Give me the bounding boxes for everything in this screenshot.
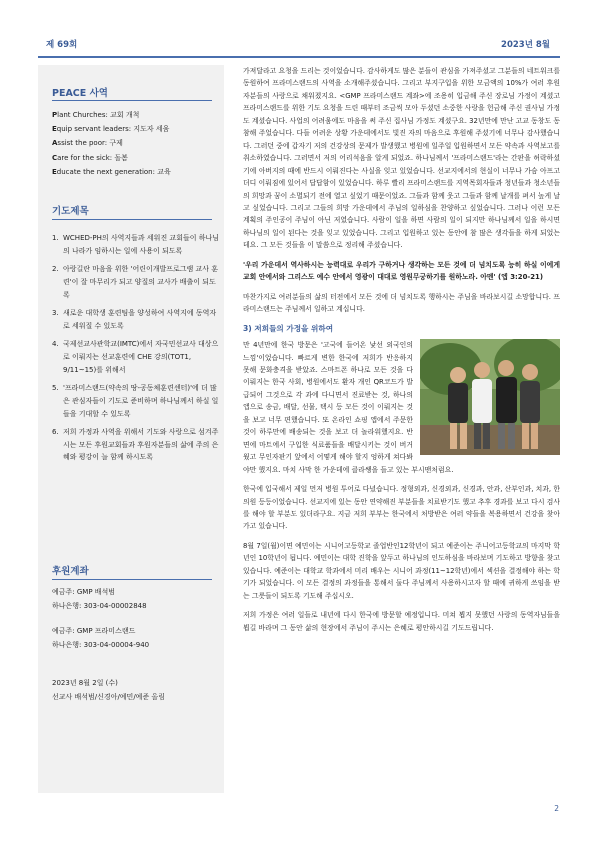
page-header [38, 36, 560, 52]
peace-item: Care for the sick: 돌봄 [52, 153, 128, 162]
peace-item: Educate the next generation: 교육 [52, 167, 171, 176]
paragraph: 만 4년만에 한국 방문은 '고국에 들어온 낯선 외국인의 느낌'이었습니다. 빠르게 변한 한국에 저희가 반응하지 못해 문화충격을 받았죠. 스마트폰 하나로 모든 것을 다 이뤄지는 한국 사회, 병원에서도 환자 개인 QR코드가 발급되어 그것으로 각 과에 다니면서 진료받는 것, 하나의 앱으로 송금, 배달, 선물, 택시 등 모든 것이 이뤄지는 것을 보고 너무 편했습니다. 또 온라인 쇼핑 앱에서 주문한 것이 하루만에 배송되는 것을 보고 더 놀라워했지요. 반면에 마트에서 구입한 식료품들을 배달시키는 것이 버거웠고 무인자판기 앞에서 어떻게 해야 할지 엉하게 쳐다봐야만 했지요. 마치 사막 한 가운데에 클라쌩을 들고 있는 부시맨처럼요. [243, 341, 454, 474]
account-bank: 하나은행: 303-04-00002848 [52, 601, 147, 610]
prayer-title: 기도제목 [52, 206, 89, 217]
peace-item: Equip servant leaders: 지도자 세움 [52, 125, 170, 134]
account-2 [52, 625, 217, 652]
issue-date: 2023년 8월 [501, 40, 550, 50]
prayer-item: 2. 아랑길란 마음을 위한 '어린이개발프로그램 교사 훈련'이 잘 마무리가 되고 양질의 교사가 배출이 되도록 [52, 265, 219, 299]
prayer-item: 5. '프라미스랜드(약속의 땅-공동체훈련센터)'에 더 많은 관심자들이 기도로 준비하며 하나님께서 하실 일들을 기대할 수 있도록 [52, 383, 219, 418]
peace-divider [52, 100, 212, 101]
paragraph: 저희 가정은 여러 일들로 내년에 다시 한국에 방문할 예정입니다. 미쳐 뵙지 못했던 사랑의 동역자님들을 뵙길 바라며 그 동안 삶의 현장에서 주님이 주시는 은혜로 평안하시길 기도드립니다. [243, 611, 560, 632]
paragraph: 8월 7일(월)이면 예민이는 시니어고등학교 졸업반인12학년이 되고 예준이는 주니어고등학교의 마지막 학년인 10학년이 됩니다. 예민이는 대학 진학을 앞두고 하나님의 인도하심을 바라보며 기도하고 방향을 찾고 있습니다. 예준이는 대학교 학과에서 미리 배우는 시니어 과정(11~12학년)에서 섹션을 결정해야 하는 학기가 되었습니다. 이 모든 결정의 과정들을 통해서 둘다 주님께서 사용하시고자 할 때에 귀하게 쓰임을 받는 그릇들이 되도록 기도해 주십시오. [243, 541, 560, 600]
prayer-item: 4. 국제선교사관학교(IMTC)에서 자국민선교사 대상으로 이뤄지는 선교훈련에 CHE 강의(TOT1, 9/11~15)를 위해서 [52, 340, 219, 374]
footer-date: 2023년 8월 2일 (수) [52, 679, 118, 687]
scripture-verse: '우리 가운데서 역사하시는 능력대로 우리가 구하거나 생각하는 모든 것에 더 넘치도록 능히 하실 이에게 교회 안에서와 그리스도 예수 안에서 영광이 대대로 영원무궁하기를 원하노라. 아멘' (엡 3:20-21) [243, 260, 560, 282]
prayer-list [52, 232, 220, 470]
prayer-divider [52, 219, 212, 220]
account-payee: 예금주: GMP 프라미스랜드 [52, 627, 136, 635]
issue-number: 제 69회 [46, 40, 78, 50]
footer-signature: 선교사 배석범/신경아/예민/예준 올림 [52, 692, 165, 701]
page-number: 2 [554, 804, 559, 813]
prayer-item: 3. 새로운 대학생 훈련팀을 양성하여 사역지에 동역자로 세워질 수 있도록 [52, 308, 217, 330]
prayer-item: 6. 저희 가정과 사역을 위해서 기도와 사랑으로 섬겨주시는 모든 후원교회들과 후원자분들의 삶에 주의 은혜와 평강이 늘 함께 하시도록 [52, 427, 219, 462]
section-heading: 3) 저희들의 가정을 위하여 [243, 323, 334, 333]
header-divider [38, 56, 560, 58]
account-1 [52, 586, 217, 613]
paragraph: 마찬가지로 여러분들의 삶의 터전에서 모든 것에 더 넘치도록 행하시는 주님을 바라보시길 소망합니다. 프라미스랜드는 주님께서 일하고 계십니다. [243, 292, 560, 314]
account-payee: 예금주: GMP 배석범 [52, 588, 116, 596]
peace-title: PEACE 사역 [52, 88, 108, 99]
prayer-item: 1. WCHED-PH의 사역지들과 세워진 교회들이 하나님의 나라가 임하시는 일에 사용이 되도록 [52, 234, 219, 255]
peace-list [52, 108, 217, 179]
account-bank: 하나은행: 303-04-00004-940 [52, 640, 150, 649]
paragraph: 한국에 입국해서 제일 먼저 병원 투어로 다녔습니다. 정형외과, 신경외과, 신경과, 안과, 산부인과, 치과, 한의원 등등이었습니다. 선교지에 있는 동안 연약해진 부분들을 치료받기도 했고 추후 경과를 보고 다시 검사를 해야 할 부분도 있더라구요. 지금 저희 부부는 한국에서 처방받은 여러 약들을 복용하면서 건강을 찾아가고 있습니다. [243, 485, 560, 531]
peace-item: Plant Churches: 교회 개척 [52, 111, 140, 119]
family-photo-image [420, 339, 560, 455]
peace-item: Assist the poor: 구제 [52, 139, 123, 148]
account-divider [52, 579, 212, 580]
sidebar-footer [52, 677, 217, 704]
main-content [243, 65, 560, 641]
family-photo [420, 339, 560, 455]
account-title: 후원계좌 [52, 566, 89, 577]
paragraph: 가져달라고 요청을 드리는 것이었습니다. 감사하게도 많은 분들이 관심을 가져주셨고 그분들의 네트워크를 동원하여 프라미스랜드의 사역을 소개해주셨습니다. 그리고 부지구입을 위한 모금액의 10%가 여러 후원자분들의 사랑으로 채워졌지요. <GMP 프라미스랜드 계좌>에 조용히 입금해 주신 장로님 가정이 계셨고 프라미스랜드를 위한 기도 요청을 드린 때부터 조금씩 모아 두셨던 소중한 사랑을 헌금해 주신 권사님 가정도 계셨습니다. 사업의 어려움에도 마음을 써 주신 집사님 가정도 계셨구요. 32년만에 만난 고교 동창도 동참해 주었습니다. 다들 어려운 상황 가운데에서도 빛진 자의 마음으로 후원해 주셨기에 너무나 감사했습니다. 그러던 중에 갑자기 저의 건강상의 문제가 발생했고 병원에 일주일 입원하면서 모든 약속과 사역보고를 취소하였습니다. 그러면서 저의 어리석음을 알게 되었죠. 하나님께서 '프라미스랜드'라는 간판을 허락하셨기에 아버지의 때에 반드시 이뤄진다는 사실을 잊고 있었습니다. 선교지에서의 현실이 너무나 가슴 아프고 더디 이뤄짐에 있어서 답답함이 있었습니다. 하루 빨리 프라미스랜드를 지역목회자들과 청년들과 청소년들의 희망과 꿈이 소멸되기 전에 열고 싶었기 때문이었죠. 그들과 함께 웃고 그들과 함께 날개를 펴서 높게 날고 싶었습니다. 그리고 그들의 희망 가운데에서 주님의 일하심을 찬양하고 싶었습니다. 그러나 이런 모든 계획의 주인공이 주님이 아닌 저였습니다. 사람이 일을 하면 사람의 일이 되지만 하나님께서 일을 하시면 하나님의 일이 된다는 것을 잊고 있었습니다. 그리고 입원하고 있는 동안에 참 많은 생각들을 하게 되었는데요. 그 모든 것들을 이 말씀으로 정리해 주셨습니다. [243, 67, 560, 250]
